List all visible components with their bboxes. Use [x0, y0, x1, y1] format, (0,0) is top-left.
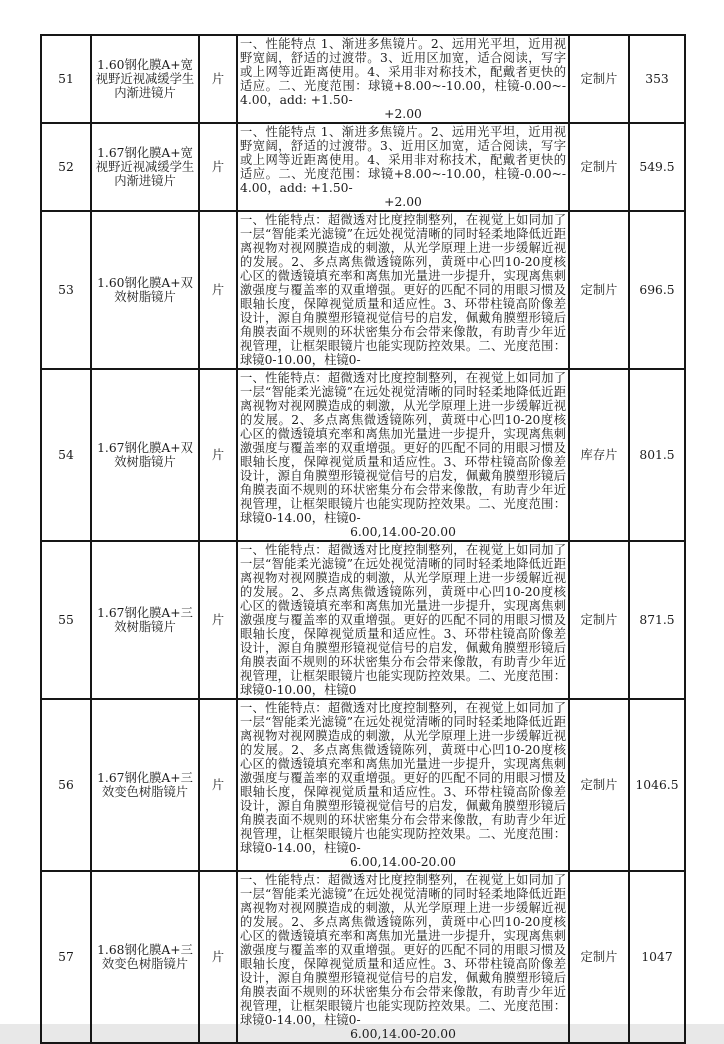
unit-cell	[199, 35, 237, 123]
price: 1046.5	[635, 778, 679, 792]
description-cell	[237, 123, 569, 211]
supply-type: 定制片	[580, 72, 618, 86]
unit-cell	[199, 369, 237, 541]
description: 一、性能特点：超微透对比度控制整列，在视觉上如同加了一层“智能柔光滤镜”在远处视觉清晰的同时轻柔地降低近距离视物对视网膜造成的刺激，从光学原理上进一步缓解近视的发展。2、多点离焦微透镜陈列，黄斑中心凹10-20度核心区的微透镜填充率和离焦加光量进一步提升，实现离焦刺激强度与覆盖率的双重增强。更好的匹配不同的用眼习惯及眼轴长度，保障视觉质量和适应性。3、环带柱镜高阶像差设计，源自角膜塑形镜视觉信号的启发，佩戴角膜塑形镜后角膜表面不规则的环状密集分布会带来像散，有助青少年近视管理，让框架眼镜片也能实现防控效果。二、光度范围：球镜0-10.00，柱镜0-	[240, 213, 566, 367]
product-name-cell	[91, 541, 199, 699]
description: 一、性能特点：超微透对比度控制整列，在视觉上如同加了一层“智能柔光滤镜”在远处视觉清晰的同时轻柔地降低近距离视物对视网膜造成的刺激，从光学原理上进一步缓解近视的发展。2、多点离焦微透镜陈列，黄斑中心凹10-20度核心区的微透镜填充率和离焦加光量进一步提升，实现离焦刺激强度与覆盖率的双重增强。更好的匹配不同的用眼习惯及眼轴长度，保障视觉质量和适应性。3、环带柱镜高阶像差设计，源自角膜塑形镜视觉信号的启发，佩戴角膜塑形镜后角膜表面不规则的环状密集分布会带来像散，有助青少年近视管理，让框架眼镜片也能实现防控效果。二、光度范围：球镜0-14.00，柱镜0-	[240, 701, 566, 855]
product-name-cell	[91, 35, 199, 123]
unit: 片	[211, 950, 225, 964]
price-cell	[629, 211, 685, 369]
supply-type-cell	[569, 871, 629, 1043]
price-cell	[629, 871, 685, 1043]
table-row	[41, 211, 685, 369]
row-number: 54	[58, 448, 74, 462]
unit-cell	[199, 211, 237, 369]
product-name-cell	[91, 211, 199, 369]
description-tail: 6.00,14.00-20.00	[350, 855, 456, 869]
product-name: 1.67钢化膜A+三效变色树脂镜片	[97, 771, 193, 799]
description-tail: +2.00	[384, 195, 422, 209]
supply-type-cell	[569, 35, 629, 123]
description: 一、性能特点 1、渐进多焦镜片。2、远用光平坦，近用视野宽阔，舒适的过渡带。3、近用区加宽，适合阅读，写字或上网等近距离使用。4、采用非对称技术，配戴者更快的适应。二、光度范围：球镜+8.00~-10.00，柱镜-0.00~-4.00，add: +1.50-	[240, 125, 566, 195]
unit-cell	[199, 541, 237, 699]
product-name-cell	[91, 369, 199, 541]
row-number: 51	[58, 72, 74, 86]
row-number-cell	[41, 211, 91, 369]
row-number-cell	[41, 871, 91, 1043]
row-number: 53	[58, 283, 74, 297]
description: 一、性能特点：超微透对比度控制整列，在视觉上如同加了一层“智能柔光滤镜”在远处视觉清晰的同时轻柔地降低近距离视物对视网膜造成的刺激，从光学原理上进一步缓解近视的发展。2、多点离焦微透镜陈列，黄斑中心凹10-20度核心区的微透镜填充率和离焦加光量进一步提升，实现离焦刺激强度与覆盖率的双重增强。更好的匹配不同的用眼习惯及眼轴长度，保障视觉质量和适应性。3、环带柱镜高阶像差设计，源自角膜塑形镜视觉信号的启发，佩戴角膜塑形镜后角膜表面不规则的环状密集分布会带来像散，有助青少年近视管理，让框架眼镜片也能实现防控效果。二、光度范围：球镜0-14.00，柱镜0-	[240, 873, 566, 1027]
row-number: 52	[58, 160, 74, 174]
unit: 片	[211, 283, 225, 297]
product-name: 1.67钢化膜A+宽视野近视减缓学生内渐进镜片	[95, 146, 195, 188]
lens-spec-table	[40, 34, 686, 1044]
unit-cell	[199, 871, 237, 1043]
product-name: 1.67钢化膜A+三效树脂镜片	[97, 606, 193, 634]
supply-type-cell	[569, 211, 629, 369]
description-cell	[237, 35, 569, 123]
table-row	[41, 699, 685, 871]
unit: 片	[211, 613, 225, 627]
table-row	[41, 123, 685, 211]
unit: 片	[211, 778, 225, 792]
row-number: 55	[58, 613, 74, 627]
description: 一、性能特点 1、渐进多焦镜片。2、远用光平坦，近用视野宽阔，舒适的过渡带。3、近用区加宽，适合阅读，写字或上网等近距离使用。4、采用非对称技术，配戴者更快的适应。二、光度范围：球镜+8.00~-10.00，柱镜-0.00~-4.00，add: +1.50-	[240, 37, 566, 107]
table-row	[41, 369, 685, 541]
table-row	[41, 871, 685, 1043]
supply-type-cell	[569, 369, 629, 541]
unit: 片	[211, 160, 225, 174]
description-cell	[237, 871, 569, 1043]
unit: 片	[211, 448, 225, 462]
row-number: 56	[58, 778, 74, 792]
description-cell	[237, 541, 569, 699]
row-number-cell	[41, 541, 91, 699]
row-number: 57	[58, 950, 74, 964]
unit-cell	[199, 123, 237, 211]
product-name-cell	[91, 123, 199, 211]
description: 一、性能特点：超微透对比度控制整列，在视觉上如同加了一层“智能柔光滤镜”在远处视觉清晰的同时轻柔地降低近距离视物对视网膜造成的刺激，从光学原理上进一步缓解近视的发展。2、多点离焦微透镜陈列，黄斑中心凹10-20度核心区的微透镜填充率和离焦加光量进一步提升，实现离焦刺激强度与覆盖率的双重增强。更好的匹配不同的用眼习惯及眼轴长度，保障视觉质量和适应性。3、环带柱镜高阶像差设计，源自角膜塑形镜视觉信号的启发，佩戴角膜塑形镜后角膜表面不规则的环状密集分布会带来像散，有助青少年近视管理，让框架眼镜片也能实现防控效果。二、光度范围：球镜0-10.00，柱镜0	[240, 543, 566, 697]
description-tail: 6.00,14.00-20.00	[350, 525, 456, 539]
supply-type: 定制片	[580, 613, 618, 627]
description-tail: +2.00	[384, 107, 422, 121]
price: 871.5	[639, 613, 675, 627]
price-cell	[629, 35, 685, 123]
product-name: 1.67钢化膜A+双效树脂镜片	[97, 441, 193, 469]
table-row	[41, 35, 685, 123]
description-cell	[237, 699, 569, 871]
price: 353	[645, 72, 669, 86]
description-cell	[237, 369, 569, 541]
product-name: 1.68钢化膜A+三效变色树脂镜片	[97, 943, 193, 971]
price: 801.5	[639, 448, 675, 462]
lens-table-body	[41, 35, 685, 1043]
supply-type: 定制片	[580, 160, 618, 174]
price: 1047	[641, 950, 673, 964]
description-tail: 6.00,14.00-20.00	[350, 1027, 456, 1041]
product-name-cell	[91, 699, 199, 871]
price: 549.5	[639, 160, 675, 174]
product-name: 1.60钢化膜A+双效树脂镜片	[97, 276, 193, 304]
row-number-cell	[41, 35, 91, 123]
unit: 片	[211, 72, 225, 86]
row-number-cell	[41, 369, 91, 541]
row-number-cell	[41, 699, 91, 871]
supply-type-cell	[569, 123, 629, 211]
supply-type-cell	[569, 699, 629, 871]
supply-type: 定制片	[580, 283, 618, 297]
row-number-cell	[41, 123, 91, 211]
table-row	[41, 541, 685, 699]
supply-type: 定制片	[580, 950, 618, 964]
unit-cell	[199, 699, 237, 871]
product-name-cell	[91, 871, 199, 1043]
supply-type: 定制片	[580, 778, 618, 792]
price-cell	[629, 369, 685, 541]
description: 一、性能特点：超微透对比度控制整列，在视觉上如同加了一层“智能柔光滤镜”在远处视觉清晰的同时轻柔地降低近距离视物对视网膜造成的刺激，从光学原理上进一步缓解近视的发展。2、多点离焦微透镜陈列，黄斑中心凹10-20度核心区的微透镜填充率和离焦加光量进一步提升，实现离焦刺激强度与覆盖率的双重增强。更好的匹配不同的用眼习惯及眼轴长度，保障视觉质量和适应性。3、环带柱镜高阶像差设计，源自角膜塑形镜视觉信号的启发，佩戴角膜塑形镜后角膜表面不规则的环状密集分布会带来像散，有助青少年近视管理，让框架眼镜片也能实现防控效果。二、光度范围：球镜0-14.00，柱镜0-	[240, 371, 566, 525]
price-cell	[629, 541, 685, 699]
supply-type: 库存片	[580, 448, 618, 462]
price: 696.5	[639, 283, 675, 297]
supply-type-cell	[569, 541, 629, 699]
product-name: 1.60钢化膜A+宽视野近视减缓学生内渐进镜片	[95, 58, 195, 100]
description-cell	[237, 211, 569, 369]
price-cell	[629, 699, 685, 871]
price-cell	[629, 123, 685, 211]
